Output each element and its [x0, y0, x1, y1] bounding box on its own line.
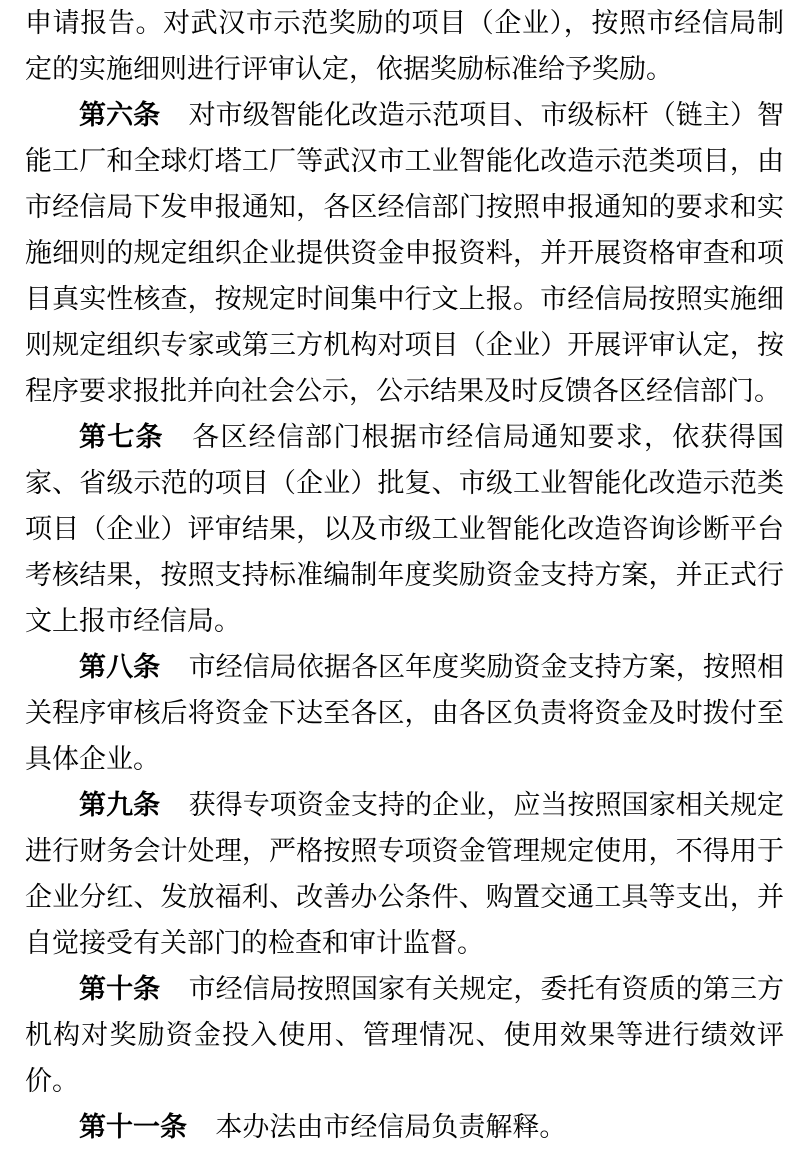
paragraph-text: 获得专项资金支持的企业，应当按照国家相关规定进行财务会计处理，严格按照专项资金管理规定使用，不得用于企业分红、发放福利、改善办公条件、购置交通工具等支出，并自觉接受有关部门的检查和审计监督。 [25, 790, 785, 959]
article-number: 第七条 [79, 422, 164, 453]
paragraph-text: 市经信局按照国家有关规定，委托有资质的第三方机构对奖励资金投入使用、管理情况、使用效果等进行绩效评价。 [25, 974, 785, 1097]
paragraph-text: 申请报告。对武汉市示范奖励的项目（企业），按照市经信局制定的实施细则进行评审认定，依据奖励标准给予奖励。 [25, 8, 784, 85]
article-number: 第六条 [79, 100, 161, 131]
paragraph-article-8 [25, 645, 784, 783]
article-number: 第九条 [79, 790, 161, 821]
paragraph-text: 各区经信部门根据市经信局通知要求，依获得国家、省级示范的项目（企业）批复、市级工业智能化改造示范类项目（企业）评审结果，以及市级工业智能化改造咨询诊断平台考核结果，按照支持标准编制年度奖励资金支持方案，并正式行文上报市经信局。 [25, 422, 785, 637]
paragraph-continuation [25, 1, 784, 93]
paragraph-article-6 [25, 93, 784, 415]
paragraph-article-10 [25, 967, 784, 1105]
article-number: 第十一条 [79, 1112, 187, 1143]
paragraph-text: 对市级智能化改造示范项目、市级标杆（链主）智能工厂和全球灯塔工厂等武汉市工业智能化改造示范类项目，由市经信局下发申报通知，各区经信部门按照申报通知的要求和实施细则的规定组织企业提供资金申报资料，并开展资格审查和项目真实性核查，按规定时间集中行文上报。市经信局按照实施细则规定组织专家或第三方机构对项目（企业）开展评审认定，按程序要求报批并向社会公示，公示结果及时反馈各区经信部门。 [25, 100, 785, 407]
paragraph-article-7 [25, 415, 784, 645]
paragraph-article-9 [25, 783, 784, 967]
article-number: 第八条 [79, 652, 161, 683]
article-number: 第十条 [79, 974, 161, 1005]
paragraph-text: 本办法由市经信局负责解释。 [215, 1112, 567, 1143]
paragraph-article-11 [25, 1105, 784, 1151]
paragraph-text: 市经信局依据各区年度奖励资金支持方案，按照相关程序审核后将资金下达至各区，由各区负责将资金及时拨付至具体企业。 [25, 652, 785, 775]
